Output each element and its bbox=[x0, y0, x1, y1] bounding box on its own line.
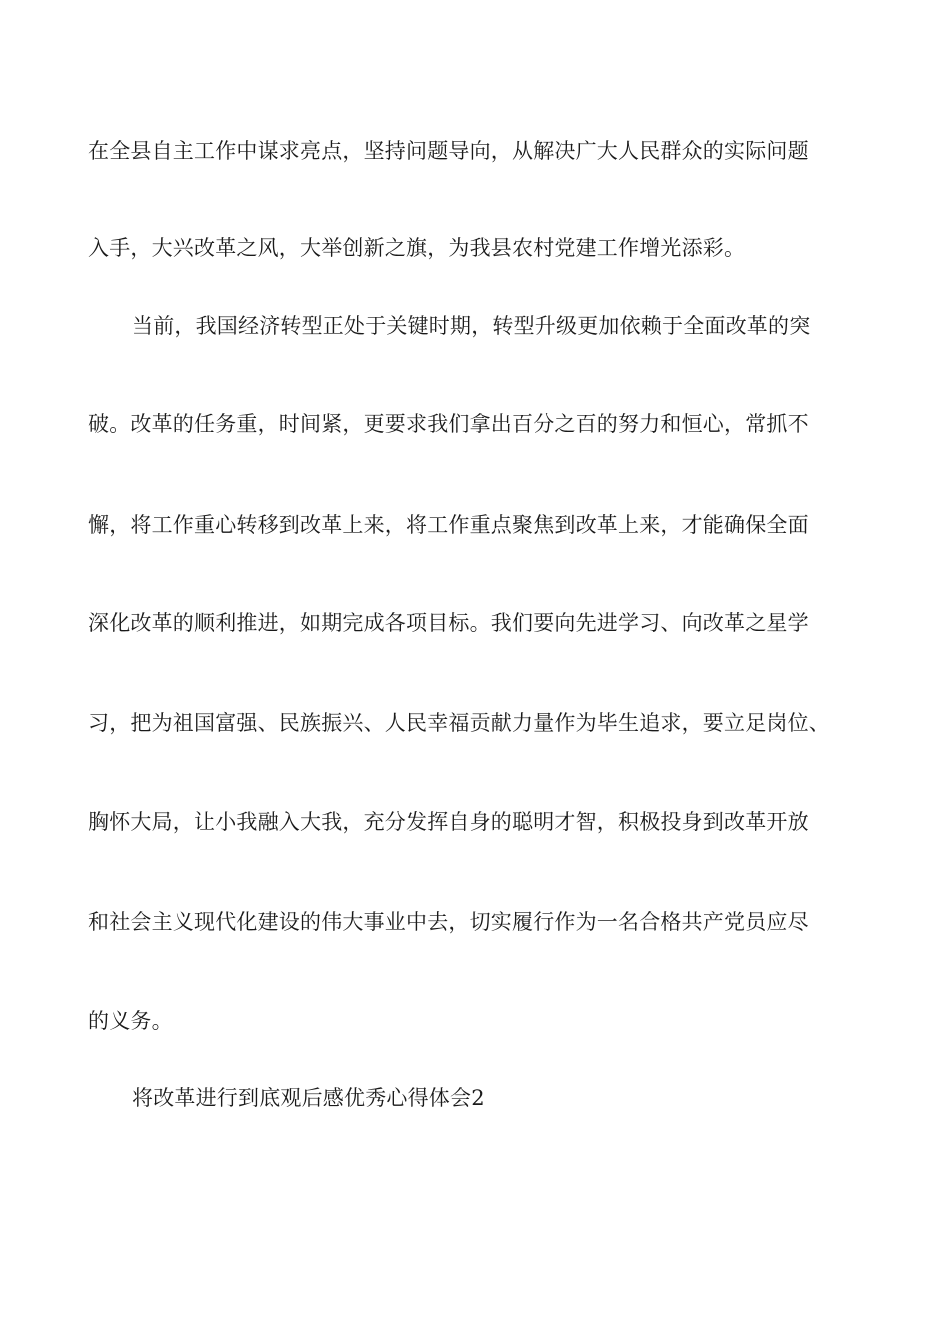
paragraph-line: 破。改革的任务重，时间紧，更要求我们拿出百分之百的努力和恒心，常抓不 bbox=[88, 412, 809, 436]
paragraph-line: 深化改革的顺利推进，如期完成各项目标。我们要向先进学习、向改革之星学 bbox=[88, 611, 809, 635]
paragraph-line: 在全县自主工作中谋求亮点，坚持问题导向，从解决广大人民群众的实际问题 bbox=[88, 139, 809, 163]
paragraph-line: 习，把为祖国富强、民族振兴、人民幸福贡献力量作为毕生追求，要立足岗位、 bbox=[88, 711, 830, 735]
paragraph-line: 胸怀大局，让小我融入大我，充分发挥自身的聪明才智，积极投身到改革开放 bbox=[88, 810, 809, 834]
paragraph-line: 和社会主义现代化建设的伟大事业中去，切实履行作为一名合格共产党员应尽 bbox=[88, 910, 809, 934]
section-heading: 将改革进行到底观后感优秀心得体会2 bbox=[132, 1086, 485, 1110]
paragraph-line: 的义务。 bbox=[88, 1009, 173, 1033]
paragraph-line: 当前，我国经济转型正处于关键时期，转型升级更加依赖于全面改革的突 bbox=[132, 314, 811, 338]
paragraph-line: 懈，将工作重心转移到改革上来，将工作重点聚焦到改革上来，才能确保全面 bbox=[88, 513, 809, 537]
paragraph-line: 入手，大兴改革之风，大举创新之旗，为我县农村党建工作增光添彩。 bbox=[88, 236, 746, 260]
